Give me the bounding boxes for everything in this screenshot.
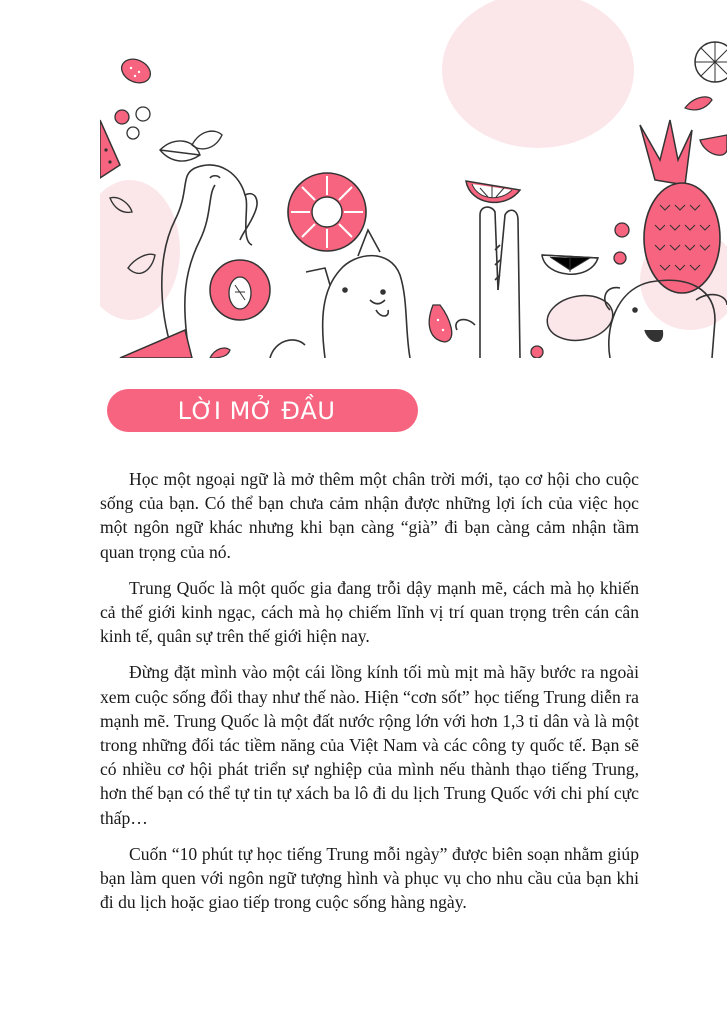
watermelon-icon [100, 120, 120, 178]
pink-leaf-icon [210, 348, 230, 358]
strawberry-icon [118, 55, 154, 88]
lemon-slice-icon [695, 42, 727, 82]
paragraph-1: Học một ngoại ngữ là mở thêm một chân trời mới, tạo cơ hội cho cuộc sống của bạn. Có thể bạn chưa cảm nhận được những lợi ích của việc học một ngôn ngữ khác nhưng khi bạn càng “già” đi bạn càng cảm nhận tầm quan trọng của nó. [100, 469, 639, 562]
pink-leaf-right-icon [685, 97, 712, 110]
heading-banner [107, 389, 418, 432]
berry-right-icon [615, 223, 629, 237]
berry-outline-icon [136, 107, 150, 121]
pineapple-ring-icon [288, 173, 366, 251]
page-heading: LỜI MỞ ĐẦU [177, 396, 336, 425]
body-text [100, 467, 639, 926]
peach-icon [210, 260, 270, 320]
watermelon-slice-right-icon [700, 135, 727, 155]
paragraph-3: Đừng đặt mình vào một cái lồng kính tối mù mịt mà hãy bước ra ngoài xem cuộc sống đổi thay như thế nào. Hiện “cơn sốt” học tiếng Trung diễn ra mạnh mẽ. Trung Quốc là một đất nước rộng lớn với hơn 1,3 tỉ dân và là một trong những đối tác tiềm năng của Việt Nam và các công ty quốc tế. Bạn sẽ có nhiều cơ hội phát triển sự nghiệp của mình nếu thành thạo tiếng Trung, hơn thế bạn có thể tự tin tự xách ba lô đi du lịch Trung Quốc với chi phí cực thấp… [100, 662, 639, 828]
lemon-half-icon [542, 255, 598, 274]
header-illustration [100, 0, 727, 358]
berry-bottom-icon [531, 346, 543, 358]
berry-small-icon [127, 127, 139, 139]
orange-slice-icon [466, 181, 520, 202]
watermelon-bottom-icon [120, 330, 192, 358]
crocodile-icon [456, 207, 520, 358]
strawberry-middle-icon [429, 305, 452, 342]
berry-right-small-icon [614, 252, 626, 264]
berry-icon [115, 110, 129, 124]
paragraph-4: Cuốn “10 phút tự học tiếng Trung mỗi ngày” được biên soạn nhằm giúp bạn làm quen với ngôn ngữ tượng hình và phục vụ cho nhu cầu của bạn khi đi du lịch hoặc giao tiếp trong cuộc sống hàng ngày. [100, 843, 639, 913]
paragraph-2: Trung Quốc là một quốc gia đang trỗi dậy mạnh mẽ, cách mà họ khiến cả thế giới kinh ngạc, cách mà họ chiếm lĩnh vị trí quan trọng trên cán cân kinh tế, quân sự trên thế giới hiện nay. [100, 577, 639, 647]
pale-blob-top [442, 0, 634, 148]
